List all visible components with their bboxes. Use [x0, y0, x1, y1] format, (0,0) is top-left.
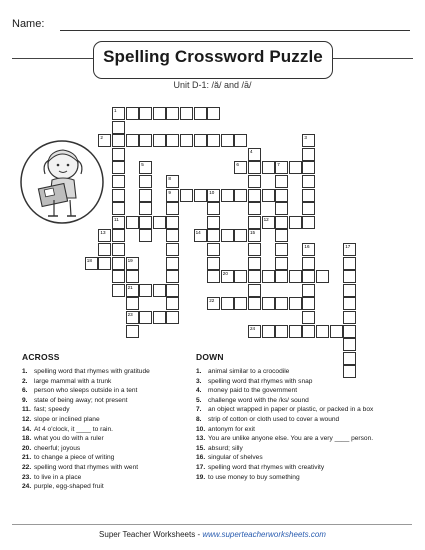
crossword-cell[interactable] [207, 202, 220, 215]
crossword-cell[interactable] [343, 243, 356, 256]
crossword-cell[interactable] [262, 161, 275, 174]
crossword-cell[interactable] [98, 257, 111, 270]
across-clue-number: 2. [22, 377, 28, 385]
crossword-cell[interactable] [139, 202, 152, 215]
crossword-cell[interactable] [207, 134, 220, 147]
across-clue-number: 14. [22, 425, 32, 433]
crossword-cell[interactable] [248, 216, 261, 229]
crossword-cell[interactable] [112, 270, 125, 283]
crossword-cell[interactable] [139, 175, 152, 188]
across-clue [22, 386, 150, 396]
cell-number: 21 [127, 284, 133, 290]
crossword-cell[interactable] [126, 311, 139, 324]
crossword-cell[interactable] [180, 107, 193, 120]
cell-number: 20 [222, 271, 228, 277]
crossword-cell[interactable] [275, 257, 288, 270]
cell-number: 22 [209, 298, 215, 304]
crossword-cell[interactable] [166, 257, 179, 270]
across-clue-text: what you do with a ruler [34, 435, 104, 443]
crossword-cell[interactable] [166, 175, 179, 188]
down-clue-number: 3. [196, 377, 202, 385]
crossword-cell[interactable] [112, 189, 125, 202]
across-clue-text: cheerful; joyous [34, 444, 81, 452]
crossword-cell[interactable] [194, 189, 207, 202]
crossword-cell[interactable] [302, 243, 315, 256]
crossword-cell[interactable] [262, 216, 275, 229]
down-clue [196, 415, 373, 425]
across-clue [22, 453, 150, 463]
across-clue-number: 1. [22, 368, 28, 375]
crossword-cell[interactable] [112, 148, 125, 161]
crossword-cell[interactable] [139, 284, 152, 297]
crossword-cell[interactable] [166, 243, 179, 256]
crossword-cell[interactable] [153, 284, 166, 297]
crossword-cell[interactable] [302, 189, 315, 202]
crossword-cell[interactable] [248, 175, 261, 188]
across-clue-text: to live in a place [34, 473, 82, 481]
crossword-cell[interactable] [139, 107, 152, 120]
across-clue [22, 367, 150, 377]
crossword-cell[interactable] [316, 325, 329, 338]
across-clue-text: slope or inclined plane [34, 415, 100, 423]
crossword-cell[interactable] [153, 107, 166, 120]
crossword-cell[interactable] [221, 229, 234, 242]
down-clue-text: animal similar to a crocodile [208, 368, 290, 375]
crossword-cell[interactable] [166, 134, 179, 147]
crossword-cell[interactable] [275, 216, 288, 229]
across-clue [22, 377, 150, 387]
across-clue-number: 21. [22, 454, 32, 462]
down-clue-number: 13. [196, 435, 206, 443]
cell-number: 23 [127, 312, 133, 317]
cell-number: 14 [195, 230, 201, 236]
down-clue [196, 377, 373, 387]
down-heading: DOWN [196, 352, 224, 362]
down-clue-number: 8. [196, 415, 202, 423]
crossword-cell[interactable] [262, 297, 275, 310]
crossword-cell[interactable] [207, 229, 220, 242]
crossword-cell[interactable] [248, 257, 261, 270]
crossword-cell[interactable] [234, 189, 247, 202]
crossword-cell[interactable] [275, 175, 288, 188]
crossword-cell[interactable] [343, 297, 356, 310]
cell-number: 19 [127, 257, 133, 263]
crossword-cell[interactable] [166, 297, 179, 310]
across-heading: ACROSS [22, 352, 60, 362]
crossword-cell[interactable] [126, 216, 139, 229]
crossword-cell[interactable] [126, 107, 139, 120]
crossword-cell[interactable] [112, 202, 125, 215]
crossword-cell[interactable] [343, 325, 356, 338]
crossword-cell[interactable] [207, 216, 220, 229]
cell-number: 24 [250, 325, 256, 331]
across-clue [22, 444, 150, 454]
down-clue [196, 434, 373, 444]
crossword-cell[interactable] [194, 107, 207, 120]
across-clue-number: 18. [22, 435, 32, 443]
crossword-cell[interactable] [221, 189, 234, 202]
cell-number: 7 [277, 162, 280, 168]
crossword-cell[interactable] [234, 297, 247, 310]
down-clue [196, 473, 373, 483]
cell-number: 11 [114, 216, 119, 222]
crossword-cell[interactable] [275, 325, 288, 338]
down-clue-text: strip of cotton or cloth used to cover a wound [208, 415, 340, 423]
cell-number: 18 [86, 257, 92, 263]
down-clue-number: 1. [196, 368, 202, 375]
crossword-cell[interactable] [302, 325, 315, 338]
crossword-cell[interactable] [126, 325, 139, 338]
crossword-cell[interactable] [112, 216, 125, 229]
crossword-cell[interactable] [302, 175, 315, 188]
crossword-cell[interactable] [289, 161, 302, 174]
crossword-cell[interactable] [248, 202, 261, 215]
down-clue-number: 7. [196, 406, 202, 414]
crossword-cell[interactable] [207, 297, 220, 310]
crossword-cell[interactable] [180, 134, 193, 147]
across-clue-number: 6. [22, 387, 28, 395]
crossword-cell[interactable] [343, 338, 356, 351]
crossword-cell[interactable] [289, 325, 302, 338]
across-clue-number: 12. [22, 415, 32, 423]
crossword-cell[interactable] [166, 107, 179, 120]
across-clue-text: large mammal with a trunk [34, 377, 112, 385]
crossword-cell[interactable] [166, 284, 179, 297]
across-clue-text: state of being away; not present [34, 396, 128, 404]
across-clue-number: 22. [22, 463, 32, 471]
crossword-cell[interactable] [207, 270, 220, 283]
crossword-cell[interactable] [139, 134, 152, 147]
crossword-cell[interactable] [289, 297, 302, 310]
crossword-cell[interactable] [275, 270, 288, 283]
crossword-cell[interactable] [289, 216, 302, 229]
across-clue-number: 20. [22, 444, 32, 452]
down-clues [196, 352, 373, 482]
across-clue [22, 473, 150, 483]
crossword-cell[interactable] [302, 202, 315, 215]
crossword-cell[interactable] [234, 270, 247, 283]
crossword-cell[interactable] [153, 134, 166, 147]
crossword-cell[interactable] [112, 175, 125, 188]
across-clue-number: 9. [22, 396, 28, 404]
crossword-cell[interactable] [166, 229, 179, 242]
crossword-cell[interactable] [112, 243, 125, 256]
down-clue-number: 16. [196, 454, 206, 462]
crossword-cell[interactable] [275, 229, 288, 242]
across-clue [22, 463, 150, 473]
down-clue-text: You are unlike anyone else. You are a very ____ person. [208, 435, 374, 443]
down-clue [196, 463, 373, 473]
down-clue [196, 367, 373, 377]
crossword-cell[interactable] [343, 311, 356, 324]
crossword-cell[interactable] [112, 134, 125, 147]
crossword-cell[interactable] [139, 216, 152, 229]
crossword-cell[interactable] [275, 202, 288, 215]
across-clue-text: to change a piece of writing [34, 454, 115, 462]
crossword-cell[interactable] [248, 229, 261, 242]
down-clue-text: antonym for exit [208, 425, 255, 433]
crossword-cell[interactable] [248, 243, 261, 256]
down-clue-text: challenge word with the /ks/ sound [208, 396, 309, 404]
crossword-cell[interactable] [302, 216, 315, 229]
crossword-cell[interactable] [221, 270, 234, 283]
across-clue-number: 24. [22, 483, 32, 491]
across-clue [22, 434, 150, 444]
crossword-cell[interactable] [248, 161, 261, 174]
crossword-cell[interactable] [248, 270, 261, 283]
crossword-cell[interactable] [275, 189, 288, 202]
crossword-cell[interactable] [248, 189, 261, 202]
crossword-cell[interactable] [194, 134, 207, 147]
across-clue-text: spelling word that rhymes with gratitude [34, 368, 150, 375]
across-clue-number: 11. [22, 406, 31, 414]
crossword-cell[interactable] [248, 297, 261, 310]
crossword-cell[interactable] [85, 257, 98, 270]
across-clue-number: 23. [22, 473, 32, 481]
across-clues [22, 352, 150, 492]
cell-number: 5 [141, 162, 144, 168]
crossword-cell[interactable] [275, 243, 288, 256]
crossword-cell[interactable] [262, 189, 275, 202]
crossword-cell[interactable] [207, 107, 220, 120]
across-clue-text: fast; speedy [34, 406, 70, 414]
crossword-cell[interactable] [126, 284, 139, 297]
crossword-cell[interactable] [139, 229, 152, 242]
crossword-cell[interactable] [126, 257, 139, 270]
crossword-cell[interactable] [302, 270, 315, 283]
footer-divider [12, 524, 412, 525]
crossword-cell[interactable] [275, 161, 288, 174]
footer [0, 530, 425, 539]
down-clue-text: spelling word that rhymes with snap [208, 377, 313, 385]
down-clue [196, 425, 373, 435]
crossword-cell[interactable] [248, 325, 261, 338]
crossword-cell[interactable] [98, 134, 111, 147]
across-clue [22, 415, 150, 425]
cell-number: 6 [236, 162, 239, 168]
crossword-cell[interactable] [248, 148, 261, 161]
crossword-cell[interactable] [207, 189, 220, 202]
cell-number: 16 [304, 244, 310, 249]
across-clue [22, 425, 150, 435]
crossword-cell[interactable] [126, 134, 139, 147]
across-clue [22, 405, 150, 415]
crossword-cell[interactable] [112, 121, 125, 134]
crossword-cell[interactable] [166, 270, 179, 283]
crossword-cell[interactable] [180, 189, 193, 202]
crossword-cell[interactable] [221, 134, 234, 147]
crossword-cell[interactable] [234, 229, 247, 242]
crossword-cell[interactable] [153, 311, 166, 324]
crossword-cell[interactable] [166, 311, 179, 324]
down-clue-number: 10. [196, 425, 206, 433]
crossword-cell[interactable] [302, 134, 315, 147]
crossword-cell[interactable] [112, 161, 125, 174]
crossword-cell[interactable] [98, 229, 111, 242]
down-clue-text: singular of shelves [208, 454, 263, 462]
cell-number: 15 [250, 230, 256, 236]
crossword-cell[interactable] [166, 216, 179, 229]
crossword-cell[interactable] [289, 270, 302, 283]
down-clue [196, 444, 373, 454]
across-clue-text: purple, egg-shaped fruit [34, 483, 104, 491]
crossword-cell[interactable] [343, 284, 356, 297]
down-clue-text: absurd; silly [208, 444, 243, 452]
crossword-cell[interactable] [302, 161, 315, 174]
across-clue [22, 482, 150, 492]
crossword-cell[interactable] [316, 270, 329, 283]
crossword-cell[interactable] [302, 148, 315, 161]
cell-number: 8 [168, 176, 171, 181]
crossword-cell[interactable] [302, 311, 315, 324]
name-label: Name: [12, 18, 45, 30]
crossword-cell[interactable] [262, 270, 275, 283]
across-clue [22, 396, 150, 406]
crossword-cell[interactable] [112, 107, 125, 120]
footer-brand: Super Teacher Worksheets - [99, 530, 203, 539]
crossword-cell[interactable] [126, 297, 139, 310]
page-title: Spelling Crossword Puzzle [103, 47, 323, 66]
crossword-cell[interactable] [98, 243, 111, 256]
crossword-cell[interactable] [153, 216, 166, 229]
crossword-cell[interactable] [112, 284, 125, 297]
cell-number: 2 [100, 135, 103, 141]
crossword-cell[interactable] [302, 284, 315, 297]
crossword-cell[interactable] [302, 257, 315, 270]
crossword-cell[interactable] [221, 297, 234, 310]
cell-number: 3 [304, 135, 307, 141]
cell-number: 13 [100, 230, 106, 236]
crossword-cell[interactable] [139, 311, 152, 324]
cell-number: 9 [168, 189, 171, 195]
down-clue [196, 386, 373, 396]
crossword-cell[interactable] [275, 297, 288, 310]
down-clue-number: 17. [196, 463, 206, 471]
cell-number: 12 [263, 216, 269, 222]
down-clue-text: money paid to the government [208, 387, 298, 395]
crossword-cell[interactable] [207, 243, 220, 256]
across-clue-text: person who sleeps outside in a tent [34, 387, 138, 395]
crossword-cell[interactable] [343, 270, 356, 283]
down-clue-text: an object wrapped in paper or plastic, or packed in a box [208, 406, 374, 414]
crossword-cell[interactable] [248, 284, 261, 297]
footer-link[interactable]: www.superteacherworksheets.com [202, 530, 326, 539]
crossword-cell[interactable] [126, 270, 139, 283]
crossword-cell[interactable] [234, 134, 247, 147]
cell-number: 4 [250, 148, 253, 154]
crossword-cell[interactable] [139, 189, 152, 202]
down-clue-number: 19. [196, 473, 206, 481]
cell-number: 10 [209, 189, 215, 195]
down-clue-text: to use money to buy something [208, 473, 300, 481]
across-clue-text: spelling word that rhymes with went [34, 463, 139, 471]
crossword-cell[interactable] [194, 229, 207, 242]
crossword-cell[interactable] [112, 229, 125, 242]
crossword-cell[interactable] [302, 297, 315, 310]
crossword-cell[interactable] [166, 189, 179, 202]
down-clue-number: 4. [196, 387, 202, 395]
crossword-cell[interactable] [343, 257, 356, 270]
down-clue [196, 405, 373, 415]
crossword-cell[interactable] [262, 325, 275, 338]
down-clue-number: 5. [196, 396, 202, 404]
down-clue [196, 396, 373, 406]
down-clue-text: spelling word that rhymes with creativity [208, 463, 325, 471]
cell-number: 1 [114, 108, 117, 113]
cell-number: 17 [345, 244, 351, 249]
crossword-cell[interactable] [112, 257, 125, 270]
page-subtitle: Unit D-1: /ă/ and /ā/ [173, 80, 252, 90]
crossword-cell[interactable] [207, 257, 220, 270]
across-clue-text: At 4 o'clock, it ____ to rain. [34, 425, 113, 433]
crossword-cell[interactable] [166, 202, 179, 215]
crossword-cell[interactable] [139, 161, 152, 174]
down-clue [196, 453, 373, 463]
down-clue-number: 15. [196, 444, 206, 452]
crossword-cell[interactable] [330, 325, 343, 338]
crossword-cell[interactable] [234, 161, 247, 174]
